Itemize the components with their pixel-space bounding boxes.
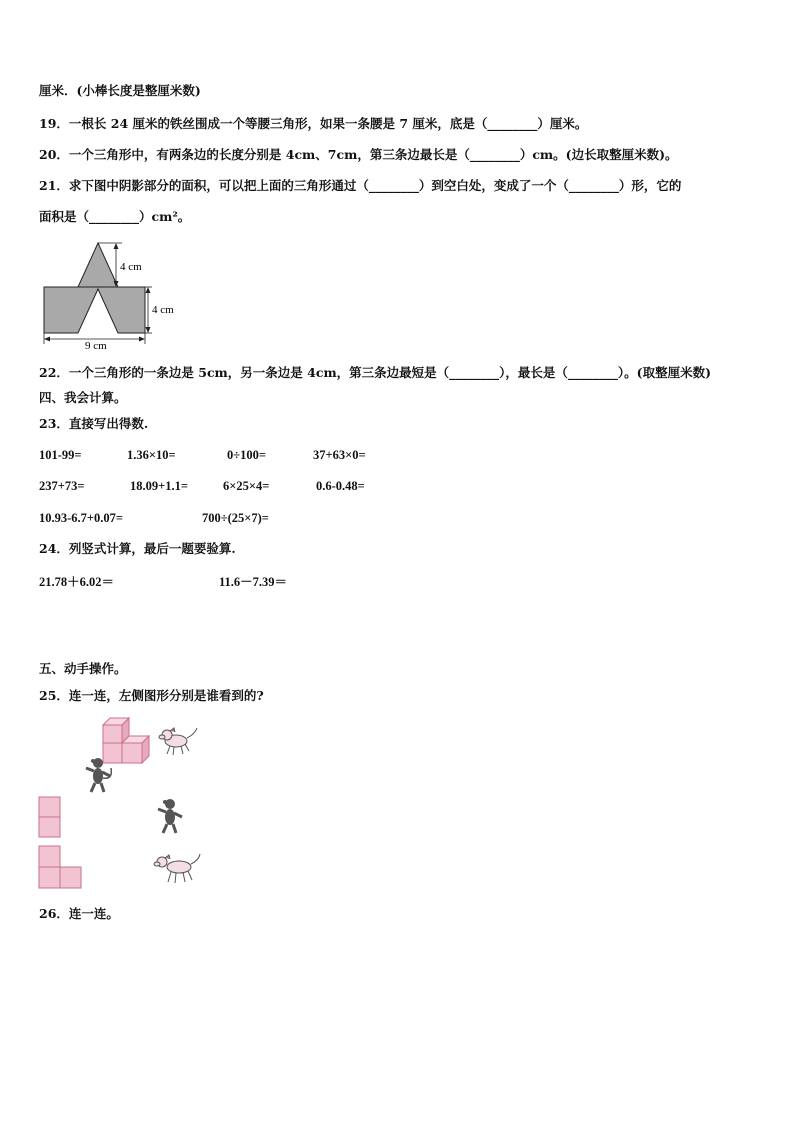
question-19: 19．一根长 24 厘米的铁丝围成一个等腰三角形，如果一条腰是 7 厘米，底是（________）厘米。 xyxy=(39,116,588,131)
question-20: 20．一个三角形中，有两条边的长度分别是 4cm、7cm，第三条边最长是（________）cm。(边长取整厘米数)。 xyxy=(39,147,678,162)
dog-icon xyxy=(159,728,197,755)
question-26: 26．连一连。 xyxy=(39,906,119,921)
vertical-calc-item: 11.6－7.39＝ xyxy=(219,575,288,589)
calc-item: 0÷100= xyxy=(227,448,266,462)
question-18-tail: 厘米．(小棒长度是整厘米数) xyxy=(39,83,201,98)
section-4-heading: 四、我会计算。 xyxy=(39,390,127,405)
calc-item: 1.36×10= xyxy=(127,448,176,462)
question-22: 22．一个三角形的一条边是 5cm，另一条边是 4cm，第三条边最短是（________），最长是（________）。(取整厘米数) xyxy=(39,365,711,380)
view-l-shape xyxy=(38,845,82,889)
question-25: 25．连一连，左侧图形分别是谁看到的? xyxy=(39,688,264,703)
calc-item: 37+63×0= xyxy=(313,448,366,462)
view-two-squares-vertical xyxy=(38,796,62,838)
calc-item: 0.6-0.48= xyxy=(316,479,365,493)
calc-item: 6×25×4= xyxy=(223,479,270,493)
calc-item: 101-99= xyxy=(39,448,82,462)
label-top-height: 4 cm xyxy=(120,261,142,273)
calc-item: 18.09+1.1= xyxy=(130,479,188,493)
dog-icon xyxy=(150,852,202,890)
calc-item: 10.93-6.7+0.07= xyxy=(39,511,124,525)
shaded-rectangle-with-notch xyxy=(44,287,145,333)
cube-stack xyxy=(103,718,149,763)
monkey-icon xyxy=(150,798,190,834)
vertical-calc-item: 21.78＋6.02＝ xyxy=(39,575,115,589)
question-24: 24．列竖式计算，最后一题要验算. xyxy=(39,541,236,556)
section-5-heading: 五、动手操作。 xyxy=(39,661,127,676)
calc-item: 700÷(25×7)= xyxy=(202,511,269,525)
label-bottom-width: 9 cm xyxy=(85,340,107,350)
top-triangle xyxy=(78,243,118,287)
shaded-area-figure xyxy=(38,238,188,350)
question-21-line1: 21．求下图中阴影部分的面积，可以把上面的三角形通过（________）到空白处，变成了一个（________）形，它的 xyxy=(39,178,682,193)
calc-item: 237+73= xyxy=(39,479,85,493)
label-right-height: 4 cm xyxy=(152,304,174,316)
question-23: 23．直接写出得数. xyxy=(39,416,149,431)
cube-stack-scene xyxy=(76,716,210,800)
question-21-line2: 面积是（________）cm²。 xyxy=(39,209,191,224)
